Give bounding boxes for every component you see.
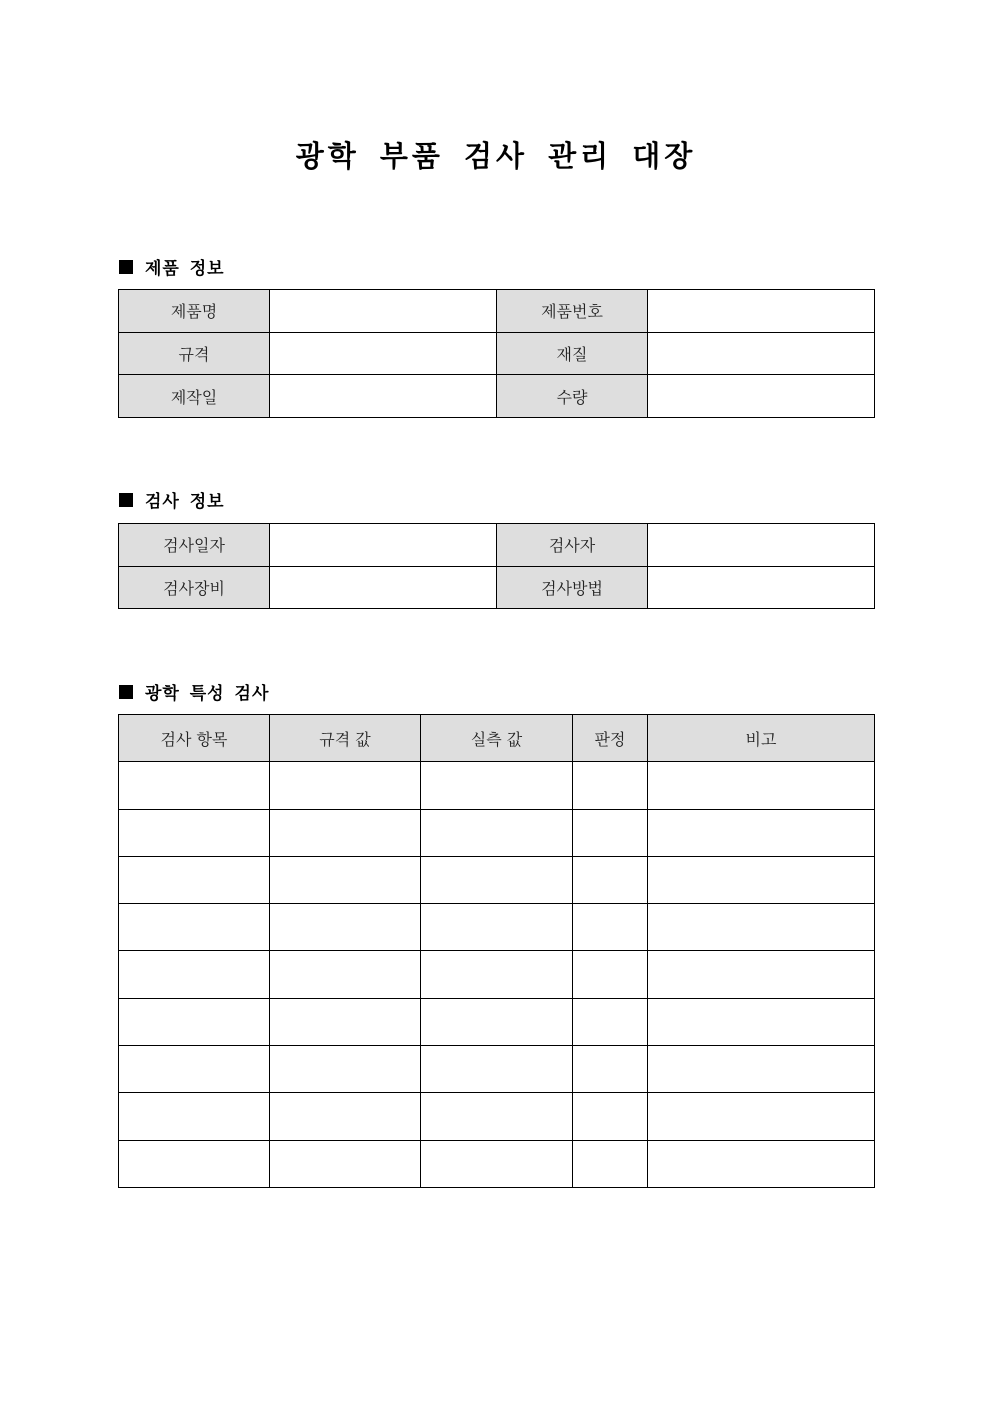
- table-row: [119, 1046, 875, 1093]
- field-label: 재질: [497, 332, 648, 375]
- section-heading-optical: [119, 679, 269, 704]
- table-cell-input[interactable]: [119, 856, 270, 903]
- table-cell-input[interactable]: [648, 1093, 875, 1140]
- field-value-input[interactable]: [270, 332, 497, 375]
- field-label: 제품번호: [497, 290, 648, 333]
- table-row: [119, 290, 875, 333]
- table-cell-input[interactable]: [648, 762, 875, 809]
- table-cell-input[interactable]: [270, 951, 421, 998]
- table-cell-input[interactable]: [648, 1140, 875, 1187]
- table-cell-input[interactable]: [648, 809, 875, 856]
- table-cell-input[interactable]: [573, 1046, 648, 1093]
- table-cell-input[interactable]: [573, 809, 648, 856]
- table-cell-input[interactable]: [421, 904, 573, 951]
- column-header: 실측 값: [421, 715, 573, 762]
- table-row: [119, 566, 875, 609]
- table-cell-input[interactable]: [270, 762, 421, 809]
- table-cell-input[interactable]: [119, 1093, 270, 1140]
- table-cell-input[interactable]: [648, 1046, 875, 1093]
- column-header: 검사 항목: [119, 715, 270, 762]
- column-header: 규격 값: [270, 715, 421, 762]
- field-value-input[interactable]: [648, 332, 875, 375]
- table-row: [119, 904, 875, 951]
- table-cell-input[interactable]: [270, 1046, 421, 1093]
- table-cell-input[interactable]: [421, 1093, 573, 1140]
- square-bullet-icon: [119, 493, 133, 507]
- table-cell-input[interactable]: [573, 1140, 648, 1187]
- field-label: 검사장비: [119, 566, 270, 609]
- product-info-table: [118, 289, 875, 418]
- table-cell-input[interactable]: [119, 809, 270, 856]
- table-cell-input[interactable]: [119, 904, 270, 951]
- table-cell-input[interactable]: [573, 1093, 648, 1140]
- table-cell-input[interactable]: [573, 762, 648, 809]
- table-cell-input[interactable]: [648, 998, 875, 1045]
- section-heading-text: 광학 특성 검사: [145, 684, 270, 704]
- field-label: 수량: [497, 375, 648, 418]
- field-value-input[interactable]: [270, 524, 497, 567]
- table-row: [119, 1093, 875, 1140]
- section-heading-text: 제품 정보: [145, 259, 225, 279]
- field-label: 검사자: [497, 524, 648, 567]
- field-value-input[interactable]: [270, 290, 497, 333]
- section-heading-text: 검사 정보: [145, 492, 225, 512]
- table-cell-input[interactable]: [270, 1140, 421, 1187]
- table-cell-input[interactable]: [421, 998, 573, 1045]
- table-cell-input[interactable]: [421, 1140, 573, 1187]
- inspection-info-table: [118, 523, 875, 609]
- field-value-input[interactable]: [270, 375, 497, 418]
- field-value-input[interactable]: [648, 375, 875, 418]
- table-cell-input[interactable]: [648, 951, 875, 998]
- table-cell-input[interactable]: [270, 856, 421, 903]
- field-label: 검사일자: [119, 524, 270, 567]
- table-cell-input[interactable]: [270, 809, 421, 856]
- table-cell-input[interactable]: [573, 998, 648, 1045]
- field-label: 제작일: [119, 375, 270, 418]
- table-row: [119, 951, 875, 998]
- column-header: 비고: [648, 715, 875, 762]
- field-label: 제품명: [119, 290, 270, 333]
- table-cell-input[interactable]: [421, 951, 573, 998]
- table-cell-input[interactable]: [421, 809, 573, 856]
- table-header-row: [119, 715, 875, 762]
- table-cell-input[interactable]: [573, 856, 648, 903]
- document-title: 광학 부품 검사 관리 대장: [295, 139, 697, 173]
- table-row: [119, 998, 875, 1045]
- table-cell-input[interactable]: [573, 951, 648, 998]
- table-cell-input[interactable]: [648, 856, 875, 903]
- table-row: [119, 809, 875, 856]
- table-row: [119, 856, 875, 903]
- table-cell-input[interactable]: [270, 904, 421, 951]
- table-cell-input[interactable]: [421, 856, 573, 903]
- table-cell-input[interactable]: [119, 1046, 270, 1093]
- table-cell-input[interactable]: [421, 1046, 573, 1093]
- table-cell-input[interactable]: [119, 951, 270, 998]
- table-cell-input[interactable]: [119, 762, 270, 809]
- field-value-input[interactable]: [648, 524, 875, 567]
- table-cell-input[interactable]: [119, 998, 270, 1045]
- table-row: [119, 762, 875, 809]
- table-cell-input[interactable]: [119, 1140, 270, 1187]
- column-header: 판정: [573, 715, 648, 762]
- table-cell-input[interactable]: [270, 1093, 421, 1140]
- field-label: 규격: [119, 332, 270, 375]
- field-label: 검사방법: [497, 566, 648, 609]
- table-cell-input[interactable]: [648, 904, 875, 951]
- table-row: [119, 524, 875, 567]
- optical-inspection-table: [118, 714, 875, 1188]
- square-bullet-icon: [119, 685, 133, 699]
- table-cell-input[interactable]: [421, 762, 573, 809]
- table-row: [119, 375, 875, 418]
- field-value-input[interactable]: [648, 566, 875, 609]
- square-bullet-icon: [119, 260, 133, 274]
- table-row: [119, 332, 875, 375]
- section-heading-inspection: [119, 487, 225, 512]
- field-value-input[interactable]: [270, 566, 497, 609]
- table-cell-input[interactable]: [270, 998, 421, 1045]
- table-cell-input[interactable]: [573, 904, 648, 951]
- field-value-input[interactable]: [648, 290, 875, 333]
- table-row: [119, 1140, 875, 1187]
- section-heading-product: [119, 254, 225, 279]
